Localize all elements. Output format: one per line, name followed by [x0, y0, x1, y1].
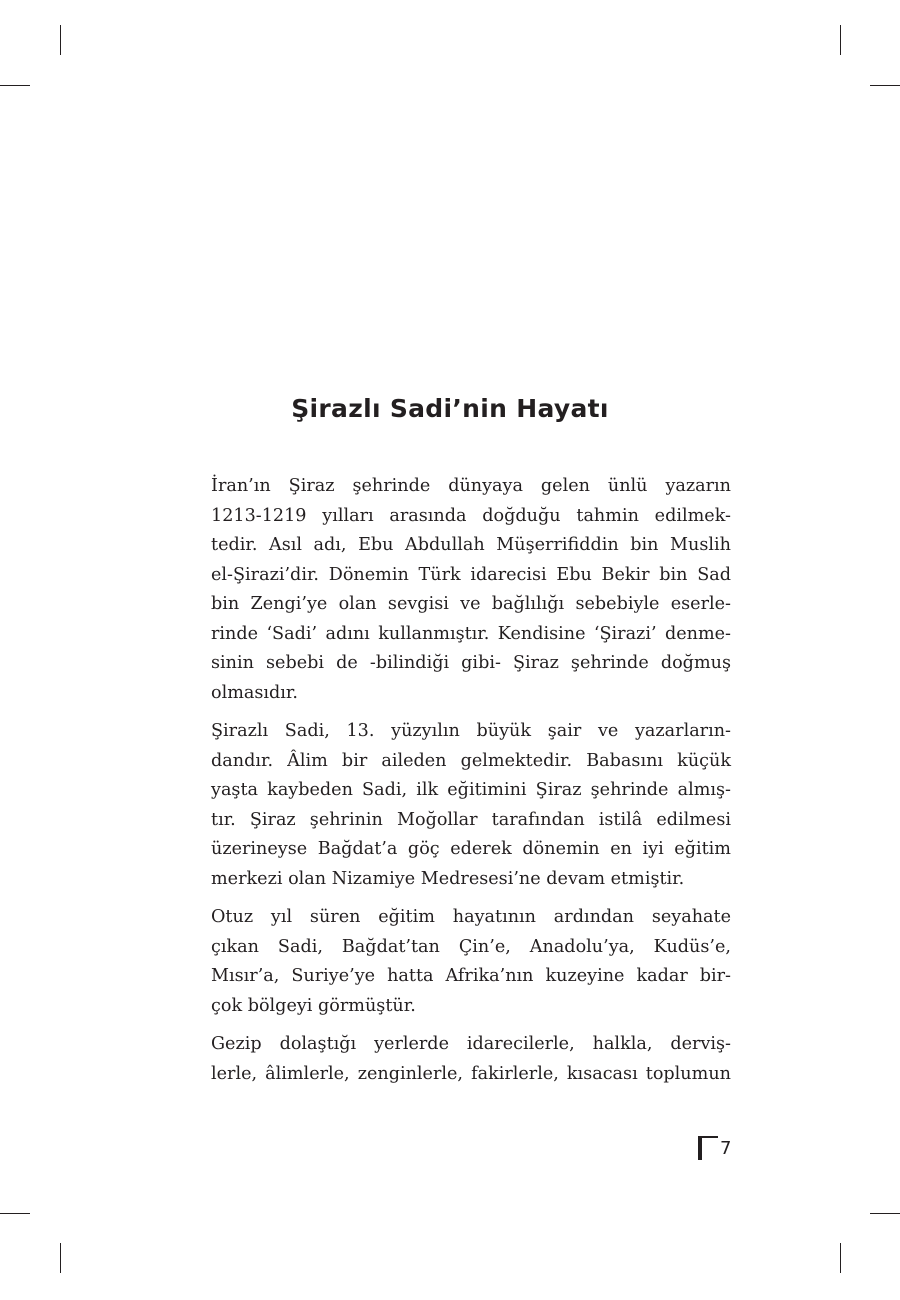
text-line: çok bölgeyi görmüştür. — [211, 995, 416, 1016]
text-line: bin Zengi’ye olan sevgisi ve bağlılığı sebebiyle eserle- — [211, 594, 731, 614]
folio-rule — [698, 1136, 718, 1138]
text-line: Şirazlı Sadi, 13. yüzyılın büyük şair ve yazarların- — [211, 721, 731, 741]
crop-mark-top-right-horizontal — [870, 85, 900, 86]
text-line: dandır. Âlim bir aileden gelmektedir. Babasını küçük — [211, 750, 731, 771]
text-line: el-Şirazi’dir. Dönemin Türk idarecisi Ebu Bekir bin Sad — [211, 564, 731, 585]
text-line: olmasıdır. — [211, 682, 299, 703]
text-line: tır. Şiraz şehrinin Moğollar tarafından istilâ edilmesi — [211, 809, 731, 830]
crop-mark-top-left-horizontal — [0, 85, 30, 86]
chapter-title: Şirazlı Sadi’nin Hayatı — [291, 394, 609, 423]
paragraph-1 — [182, 472, 731, 708]
text-line: 1213-1219 yılları arasında doğduğu tahmin edilmek- — [211, 505, 731, 526]
crop-mark-top-left-vertical — [60, 25, 61, 55]
crop-mark-bottom-right-horizontal — [870, 1213, 900, 1214]
paragraph-4 — [182, 1030, 731, 1089]
text-line: lerle, âlimlerle, zenginlerle, fakirlerle, kısacası toplumun — [211, 1063, 731, 1084]
text-line: Gezip dolaştığı yerlerde idarecilerle, halkla, derviş- — [211, 1034, 731, 1054]
crop-mark-bottom-left-vertical — [60, 1243, 61, 1273]
paragraph-2 — [182, 717, 731, 894]
text-line: İran’ın Şiraz şehrinde dünyaya gelen ünlü yazarın — [211, 476, 731, 496]
text-line: tedir. Asıl adı, Ebu Abdullah Müşerrifiddin bin Muslih — [211, 535, 731, 555]
text-line: Mısır’a, Suriye’ye hatta Afrika’nın kuzeyine kadar bir- — [211, 966, 731, 986]
text-line: rinde ‘Sadi’ adını kullanmıştır. Kendisine ‘Şirazi’ denme- — [211, 623, 731, 644]
paragraph-3 — [182, 903, 731, 1021]
crop-mark-top-right-vertical — [840, 25, 841, 55]
text-line: Otuz yıl süren eğitim hayatının ardından seyahate — [211, 907, 731, 927]
text-line: sinin sebebi de -bilindiği gibi- Şiraz şehrinde doğmuş — [211, 653, 731, 673]
page-number: 7 — [720, 1138, 732, 1159]
folio-bracket — [698, 1136, 702, 1160]
text-line: yaşta kaybeden Sadi, ilk eğitimini Şiraz şehrinde almış- — [211, 780, 731, 800]
body-text — [182, 472, 731, 1098]
text-line: merkezi olan Nizamiye Medresesi’ne devam etmiştir. — [211, 868, 685, 889]
text-line: çıkan Sadi, Bağdat’tan Çin’e, Anadolu’ya, Kudüs’e, — [211, 936, 731, 957]
text-line: üzerineyse Bağdat’a göç ederek dönemin en iyi eğitim — [211, 839, 731, 859]
crop-mark-bottom-right-vertical — [840, 1243, 841, 1273]
crop-mark-bottom-left-horizontal — [0, 1213, 30, 1214]
